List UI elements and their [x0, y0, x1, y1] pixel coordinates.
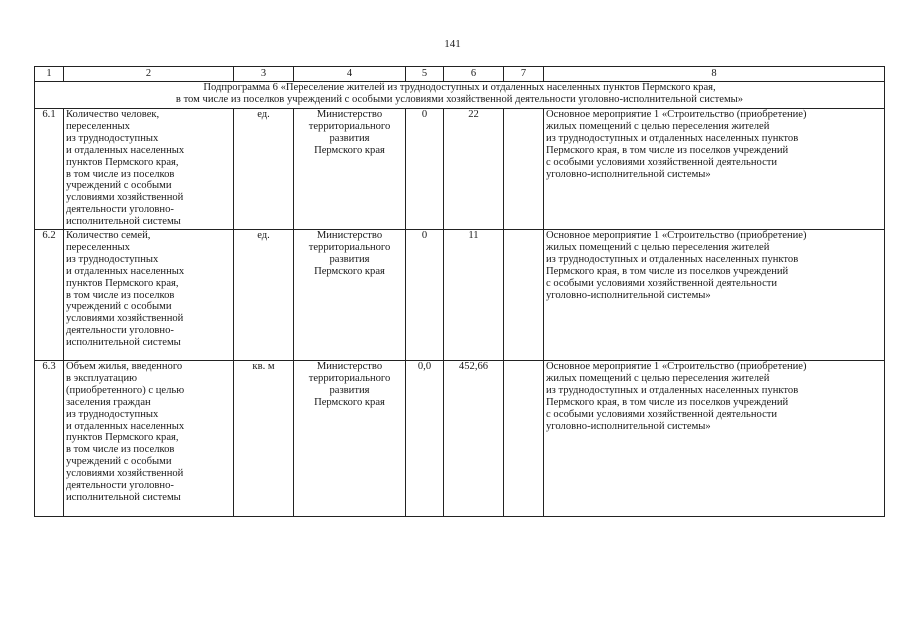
indicator-name-line: в эксплуатацию — [66, 372, 138, 384]
linked-measure-line: Основное мероприятие 1 «Строительство (приобретение) — [546, 361, 807, 372]
linked-measure — [544, 109, 885, 230]
column-number: 2 — [64, 67, 234, 82]
linked-measure-line: жилых помещений с целью переселения жителей — [546, 372, 770, 384]
column-number-row — [35, 67, 885, 82]
responsible-executor-line: Пермского края — [314, 144, 385, 156]
responsible-executor — [294, 230, 406, 361]
column-number: 8 — [544, 67, 885, 82]
responsible-executor-line: развития — [329, 253, 370, 265]
table-row — [35, 230, 885, 361]
value-col5: 0 — [406, 230, 444, 361]
indicator-name-line: заселения граждан — [66, 396, 151, 408]
indicator-name-line: учреждений с особыми — [66, 456, 172, 468]
responsible-executor-line: развития — [329, 384, 370, 396]
indicator-name-line: из труднодоступных — [66, 408, 159, 420]
indicator-name-line: деятельности уголовно- — [66, 204, 174, 216]
column-number: 4 — [294, 67, 406, 82]
linked-measure-line: уголовно-исполнительной системы» — [546, 289, 711, 301]
indicator-name-line: и отдаленных населенных — [66, 144, 185, 156]
row-number: 6.3 — [35, 361, 64, 517]
linked-measure-line: жилых помещений с целью переселения жителей — [546, 120, 770, 132]
indicator-name-line: условиями хозяйственной — [66, 313, 184, 325]
page-number: 141 — [444, 38, 461, 50]
row-number: 6.2 — [35, 230, 64, 361]
table-row — [35, 361, 885, 517]
row-number: 6.1 — [35, 109, 64, 230]
column-number: 1 — [35, 67, 64, 82]
linked-measure-line: уголовно-исполнительной системы» — [546, 420, 711, 432]
unit-of-measure: ед. — [234, 230, 294, 361]
indicator-name-line: исполнительной системы — [66, 491, 181, 503]
indicator-name-line: условиями хозяйственной — [66, 468, 184, 480]
indicator-name-line: пунктов Пермского края, — [66, 277, 179, 289]
indicator-name-line: и отдаленных населенных — [66, 420, 185, 432]
responsible-executor-line: Пермского края — [314, 396, 385, 408]
responsible-executor-line: развития — [329, 132, 370, 144]
linked-measure-line: Пермского края, в том числе из поселков учреждений — [546, 144, 789, 156]
indicator-name-line: учреждений с особыми — [66, 180, 172, 192]
indicator-name-line: и отдаленных населенных — [66, 265, 185, 277]
indicator-name-line: из труднодоступных — [66, 132, 159, 144]
linked-measure-line: из труднодоступных и отдаленных населенных пунктов — [546, 253, 799, 265]
indicator-name — [64, 361, 234, 517]
value-col5: 0,0 — [406, 361, 444, 517]
subprogram-title-line: Подпрограмма 6 «Переселение жителей из труднодоступных и отдаленных населенных пунктов Пермского края, — [203, 82, 716, 93]
indicators-table — [34, 66, 885, 517]
indicator-rows — [35, 109, 885, 517]
linked-measure — [544, 230, 885, 361]
indicator-name-line: учреждений с особыми — [66, 301, 172, 313]
responsible-executor-line: Министерство — [316, 109, 383, 120]
indicator-name-line: пунктов Пермского края, — [66, 432, 179, 444]
responsible-executor-line: Пермского края — [314, 265, 385, 277]
linked-measure-line: Основное мероприятие 1 «Строительство (приобретение) — [546, 230, 807, 241]
indicator-name-line: в том числе из поселков — [66, 289, 175, 301]
table-row — [35, 109, 885, 230]
indicator-name-line: пунктов Пермского края, — [66, 156, 179, 168]
indicator-name-line: Количество семей, — [66, 230, 151, 241]
linked-measure-line: с особыми условиями хозяйственной деятельности — [546, 408, 778, 420]
linked-measure-line: Пермского края, в том числе из поселков учреждений — [546, 396, 789, 408]
linked-measure-line: жилых помещений с целью переселения жителей — [546, 241, 770, 253]
linked-measure-line: из труднодоступных и отдаленных населенных пунктов — [546, 132, 799, 144]
subprogram-row — [35, 82, 885, 109]
indicator-name-line: исполнительной системы — [66, 216, 181, 228]
value-col7 — [504, 109, 544, 230]
linked-measure-line: Основное мероприятие 1 «Строительство (приобретение) — [546, 109, 807, 120]
responsible-executor-line: Министерство — [316, 230, 383, 241]
linked-measure-line: с особыми условиями хозяйственной деятельности — [546, 156, 778, 168]
indicator-name-line: переселенных — [66, 120, 130, 132]
subprogram-title — [35, 82, 885, 109]
linked-measure-line: уголовно-исполнительной системы» — [546, 168, 711, 180]
value-col7 — [504, 361, 544, 517]
value-col5: 0 — [406, 109, 444, 230]
indicator-name-line: Объем жилья, введенного — [66, 361, 183, 372]
column-number: 5 — [406, 67, 444, 82]
column-number: 7 — [504, 67, 544, 82]
responsible-executor-line: территориального — [308, 241, 391, 253]
responsible-executor-line: Министерство — [316, 361, 383, 372]
linked-measure-line: с особыми условиями хозяйственной деятельности — [546, 277, 778, 289]
linked-measure — [544, 361, 885, 517]
column-number: 3 — [234, 67, 294, 82]
responsible-executor — [294, 109, 406, 230]
responsible-executor — [294, 361, 406, 517]
value-col6: 452,66 — [444, 361, 504, 517]
responsible-executor-line: территориального — [308, 372, 391, 384]
indicator-name — [64, 230, 234, 361]
indicator-name-line: в том числе из поселков — [66, 168, 175, 180]
responsible-executor-line: территориального — [308, 120, 391, 132]
linked-measure-line: Пермского края, в том числе из поселков учреждений — [546, 265, 789, 277]
indicator-name-line: переселенных — [66, 241, 130, 253]
indicator-name-line: деятельности уголовно- — [66, 325, 174, 337]
subprogram-title-line: в том числе из поселков учреждений с особыми условиями хозяйственной деятельности уголовно-исполнительной системы» — [175, 93, 744, 105]
indicator-name-line: (приобретенного) с целью — [66, 384, 185, 396]
indicator-name-line: условиями хозяйственной — [66, 192, 184, 204]
indicator-name-line: деятельности уголовно- — [66, 480, 174, 492]
column-number: 6 — [444, 67, 504, 82]
value-col6: 11 — [444, 230, 504, 361]
value-col7 — [504, 230, 544, 361]
unit-of-measure: кв. м — [234, 361, 294, 517]
indicator-name-line: Количество человек, — [66, 109, 160, 120]
indicator-name-line: исполнительной системы — [66, 337, 181, 349]
linked-measure-line: из труднодоступных и отдаленных населенных пунктов — [546, 384, 799, 396]
unit-of-measure: ед. — [234, 109, 294, 230]
indicator-name-line: из труднодоступных — [66, 253, 159, 265]
indicator-name-line: в том числе из поселков — [66, 444, 175, 456]
indicator-name — [64, 109, 234, 230]
value-col6: 22 — [444, 109, 504, 230]
